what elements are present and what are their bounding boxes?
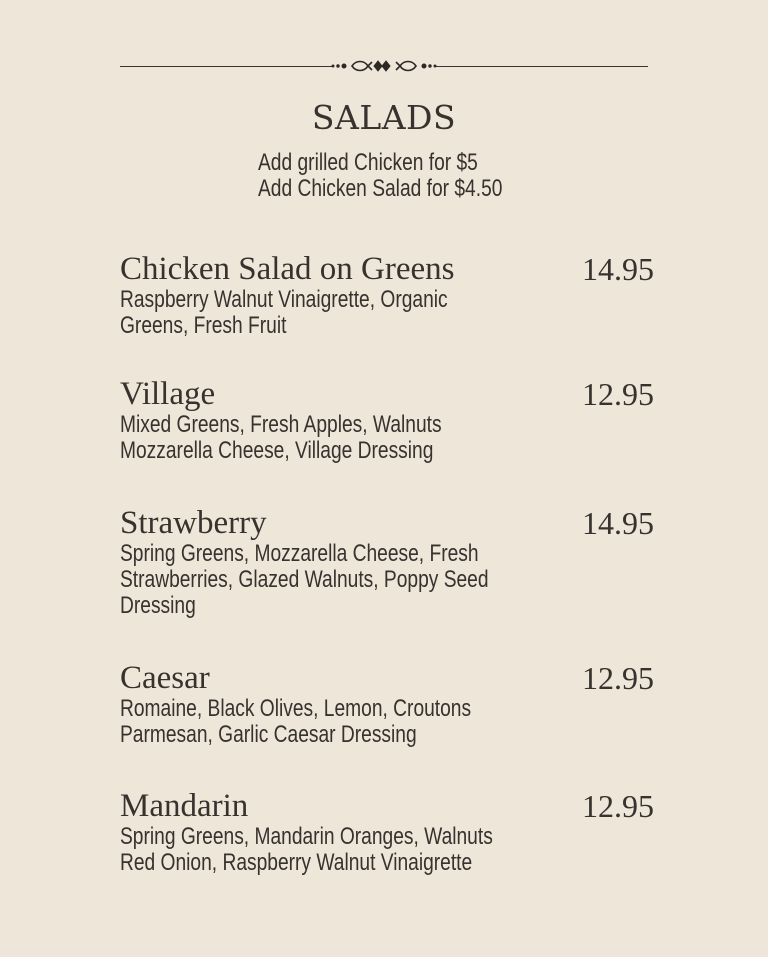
item-description: Spring Greens, Mozzarella Cheese, Fresh Strawberries, Glazed Walnuts, Poppy Seed Dressing <box>120 540 489 619</box>
menu-item <box>120 251 660 339</box>
item-price: 12.95 <box>582 660 654 696</box>
ornament-icon <box>330 58 438 74</box>
menu-item <box>120 788 660 876</box>
item-name: Caesar <box>120 660 210 696</box>
item-description: Spring Greens, Mandarin Oranges, Walnuts Red Onion, Raspberry Walnut Vinaigrette <box>120 823 493 876</box>
divider-right <box>436 66 648 67</box>
divider-left <box>120 66 332 67</box>
item-name: Village <box>120 376 216 412</box>
item-name: Chicken Salad on Greens <box>120 251 455 287</box>
item-name: Mandarin <box>120 788 249 824</box>
addon-line: Add grilled Chicken for $5 <box>258 149 478 176</box>
menu-item <box>120 376 660 464</box>
item-description: Romaine, Black Olives, Lemon, Croutons Parmesan, Garlic Caesar Dressing <box>120 695 472 748</box>
item-description: Raspberry Walnut Vinaigrette, Organic Greens, Fresh Fruit <box>120 286 448 339</box>
item-price: 14.95 <box>582 505 654 541</box>
addon-line: Add Chicken Salad for $4.50 <box>258 175 503 202</box>
item-price: 12.95 <box>582 788 654 824</box>
item-description: Mixed Greens, Fresh Apples, Walnuts Mozzarella Cheese, Village Dressing <box>120 411 442 464</box>
item-price: 14.95 <box>582 251 654 287</box>
item-price: 12.95 <box>582 376 654 412</box>
menu-item <box>120 660 660 748</box>
menu-item <box>120 505 660 619</box>
item-name: Strawberry <box>120 505 267 541</box>
section-title: SALADS <box>311 98 457 137</box>
